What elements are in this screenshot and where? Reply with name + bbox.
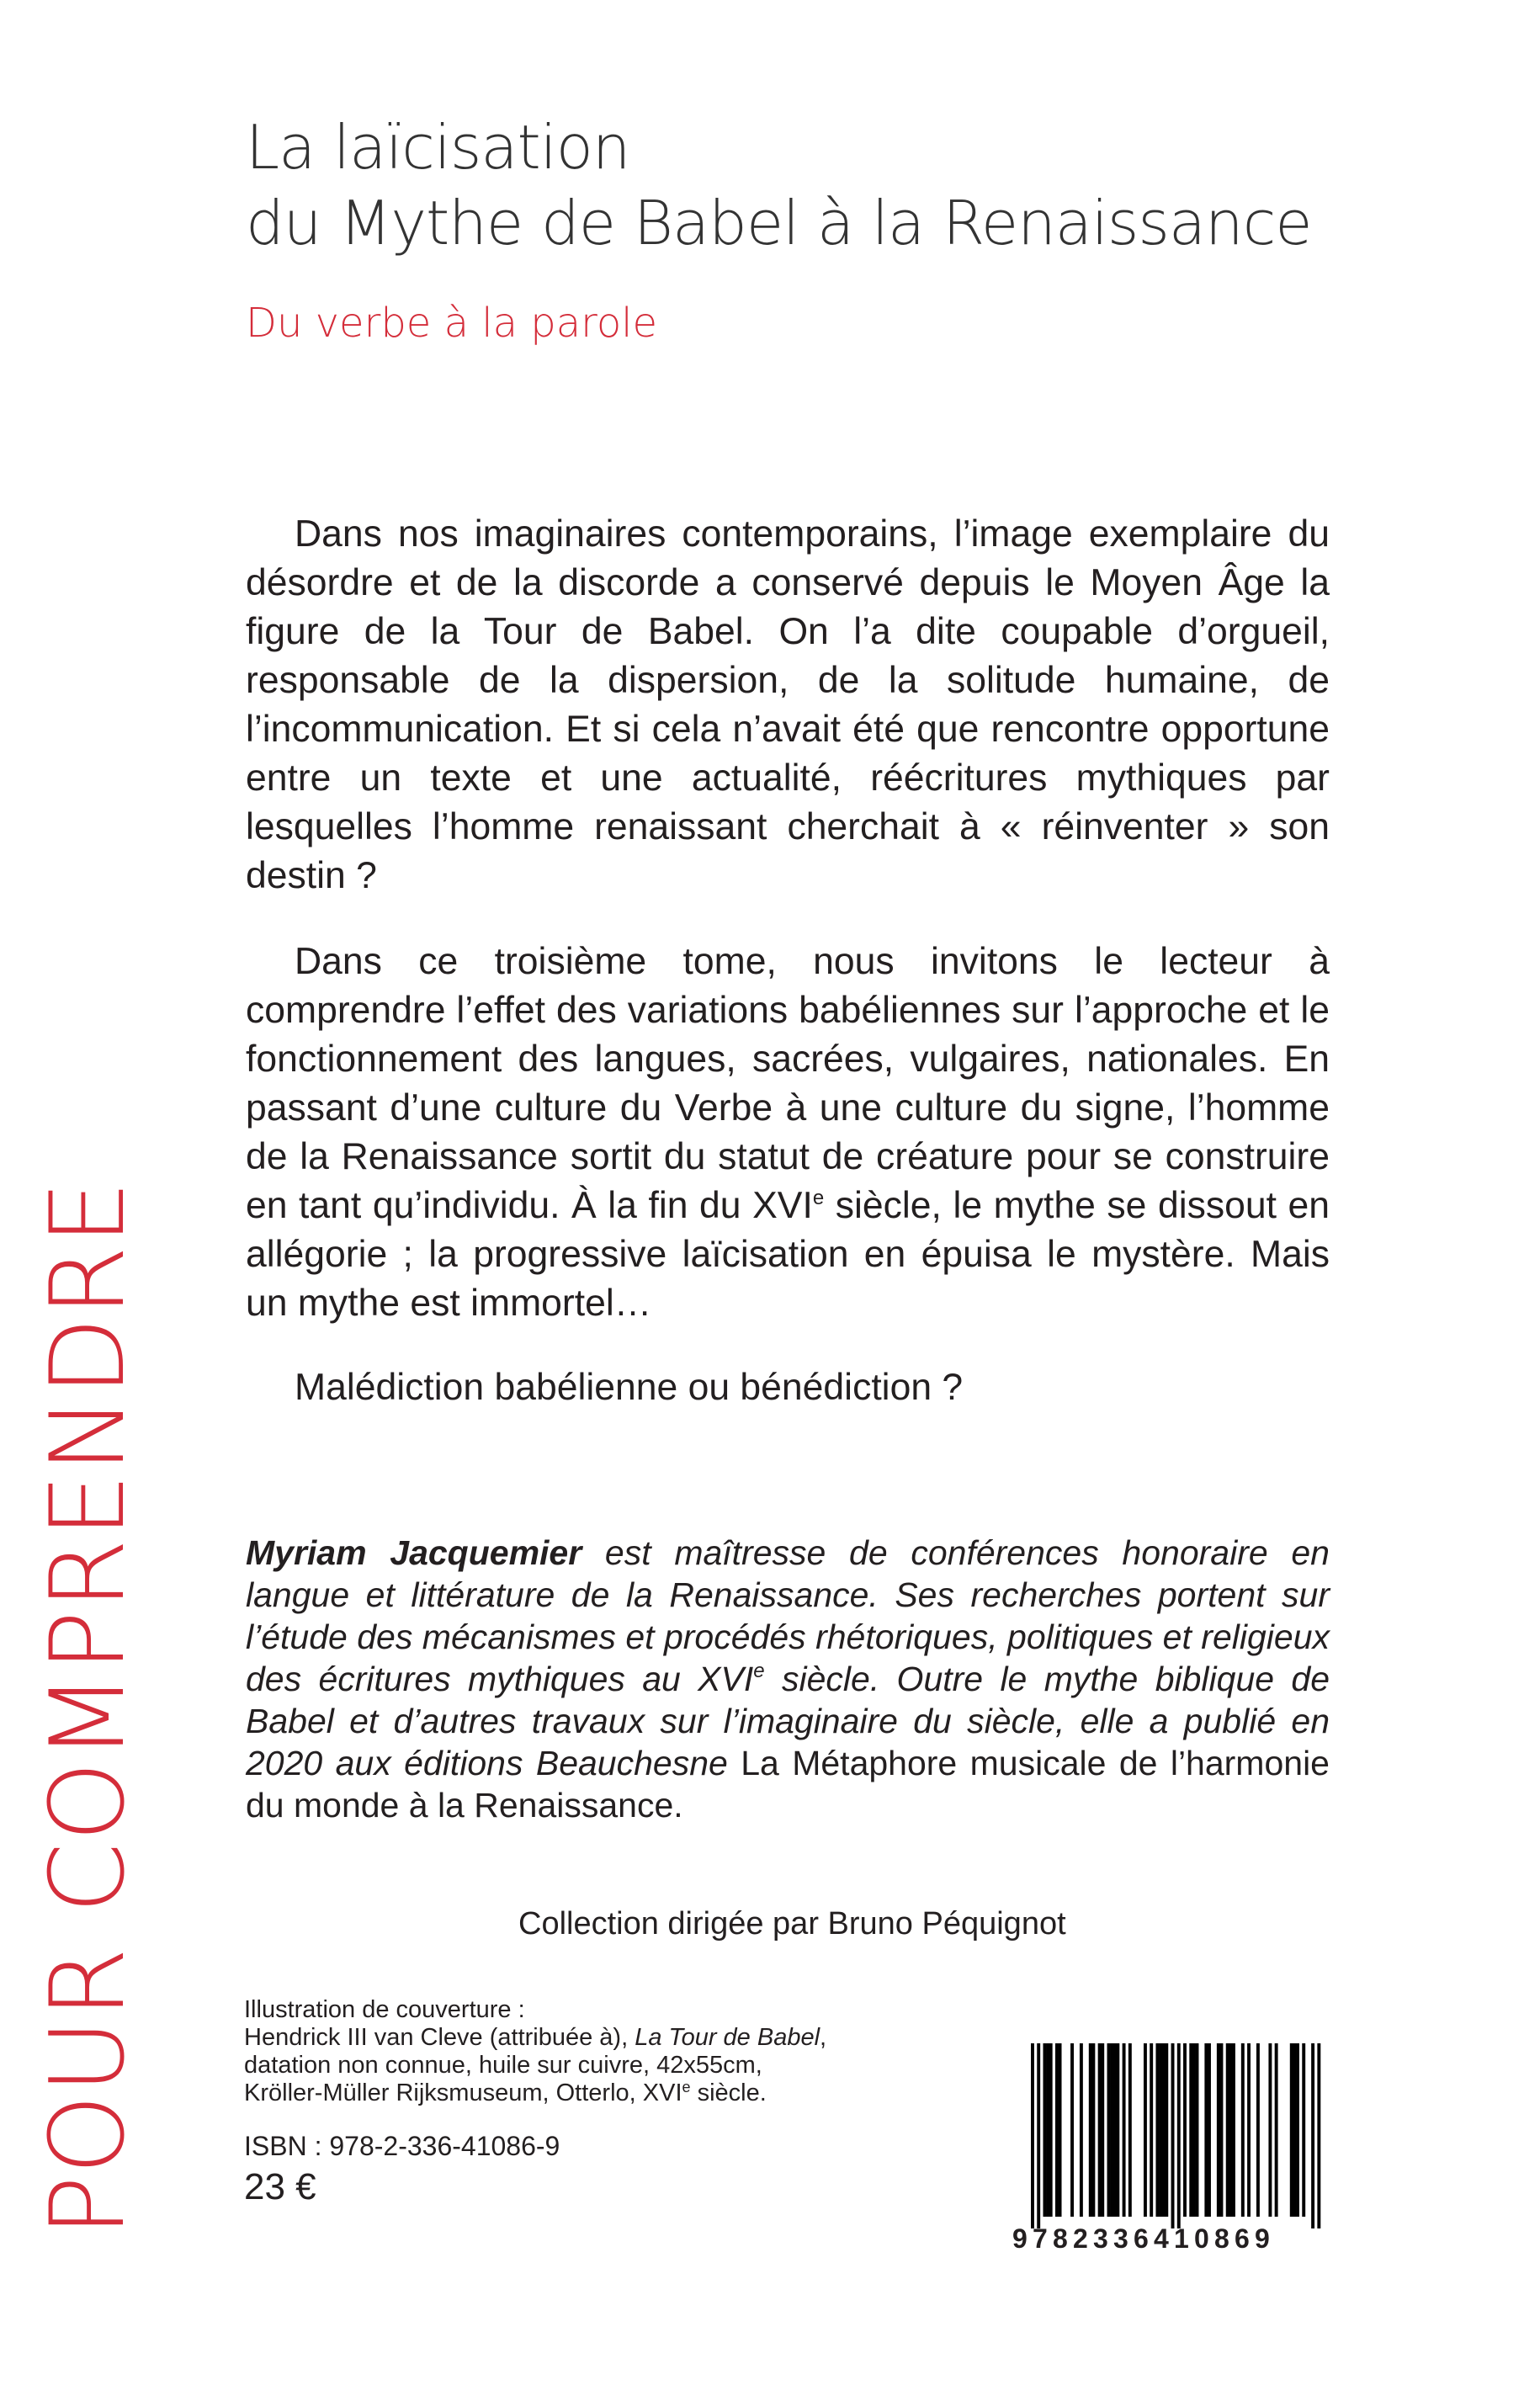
credit-artist: Hendrick III van Cleve (attribuée à), xyxy=(244,2024,635,2051)
book-title-line-2: du Mythe de Babel à la Renaissance xyxy=(246,188,1312,258)
summary-paragraph-2-text-b: siècle, le mythe se dissout en allégorie ; la progressive laïcisation en épuisa le mystère. Mais un mythe est immortel… xyxy=(246,1185,1330,1324)
barcode-bar xyxy=(1232,2043,1235,2217)
book-title xyxy=(246,109,1340,261)
barcode-bar xyxy=(1031,2043,1034,2228)
barcode-bar xyxy=(1275,2043,1278,2217)
series-name-vertical xyxy=(29,1017,147,2237)
barcode-bar xyxy=(1183,2043,1187,2217)
barcode-digits: 9782336410869 xyxy=(1012,2223,1275,2254)
barcode-bar xyxy=(1268,2043,1272,2217)
summary-paragraph-3: Malédiction babélienne ou bénédiction ? xyxy=(295,1367,964,1408)
author-book-title: La Métaphore musicale de l’harmonie du monde à la Renaissance. xyxy=(246,1744,1330,1825)
barcode-bar xyxy=(1189,2043,1192,2217)
barcode-bar xyxy=(1128,2043,1132,2217)
credit-line-1: Illustration de couverture : xyxy=(244,1996,525,2023)
barcode-bar xyxy=(1229,2043,1232,2217)
barcode-bar xyxy=(1107,2043,1111,2217)
barcode-bar xyxy=(1217,2043,1220,2217)
barcode-bar xyxy=(1220,2043,1224,2217)
barcode-bar xyxy=(1043,2043,1046,2217)
author-bio xyxy=(246,1532,1330,1826)
barcode-bar xyxy=(1123,2043,1126,2217)
barcode-bar xyxy=(1317,2043,1320,2228)
author-bio-text-a: est maîtresse de conférences honoraire en langue et littérature de la Renaissance. Ses recherches portent sur l’étude des mécanismes et procédés rhétoriques, politiques et religieux des écritures mythiques au XVI xyxy=(246,1533,1330,1698)
barcode-bar xyxy=(1055,2043,1059,2217)
collection-director: Collection dirigée par Bruno Péquignot xyxy=(518,1906,1066,1941)
barcode-bar xyxy=(1116,2043,1119,2217)
barcode-bar xyxy=(1247,2043,1251,2217)
barcode-bar xyxy=(1080,2043,1083,2217)
series-name: POUR COMPRENDRE xyxy=(29,1179,147,2237)
superscript-e: e xyxy=(682,2079,691,2096)
barcode-bar xyxy=(1192,2043,1196,2217)
barcode-bar xyxy=(1155,2043,1159,2217)
barcode-bar xyxy=(1290,2043,1293,2217)
book-title-line-1: La laïcisation xyxy=(246,112,630,183)
isbn: ISBN : 978-2-336-41086-9 xyxy=(244,2131,560,2161)
barcode-bar xyxy=(1098,2043,1102,2217)
barcode-bar xyxy=(1089,2043,1092,2217)
author-bio-text-b: siècle. Outre le mythe biblique de Babel et d’autres travaux sur l’imaginaire du siècle, elle a publié en 2020 aux éditions Beauchesne xyxy=(246,1660,1330,1782)
book-subtitle: Du verbe à la parole xyxy=(246,300,658,347)
price: 23 € xyxy=(244,2166,316,2207)
barcode-bar xyxy=(1296,2043,1299,2217)
credit-museum: Kröller-Müller Rijksmuseum, Otterlo, XVI xyxy=(244,2080,682,2106)
barcode-bar xyxy=(1144,2043,1147,2217)
barcode-bar xyxy=(1177,2043,1181,2228)
barcode-bar xyxy=(1037,2043,1040,2228)
barcode-bar xyxy=(1165,2043,1168,2217)
barcode xyxy=(1012,2043,1324,2262)
barcode-bar xyxy=(1204,2043,1208,2217)
credit-comma: , xyxy=(820,2024,827,2051)
barcode-bars xyxy=(1012,2043,1324,2228)
barcode-bar xyxy=(1196,2043,1199,2217)
barcode-bar xyxy=(1293,2043,1296,2217)
author-name: Myriam Jacquemier xyxy=(246,1533,582,1572)
barcode-bar xyxy=(1241,2043,1245,2217)
barcode-bar xyxy=(1150,2043,1153,2217)
credit-line-2 xyxy=(244,2024,900,2052)
barcode-bar xyxy=(1171,2043,1175,2228)
cover-illustration-credit xyxy=(244,1996,900,2107)
superscript-e: e xyxy=(812,1187,825,1209)
credit-line-3: datation non connue, huile sur cuivre, 42x55cm, xyxy=(244,2052,762,2079)
barcode-bar xyxy=(1162,2043,1166,2217)
barcode-bar xyxy=(1046,2043,1049,2217)
barcode-bar xyxy=(1208,2043,1211,2217)
barcode-bar xyxy=(1070,2043,1074,2217)
barcode-bar xyxy=(1091,2043,1095,2217)
superscript-e: e xyxy=(753,1660,765,1682)
barcode-bar xyxy=(1256,2043,1260,2217)
barcode-bar xyxy=(1110,2043,1113,2217)
barcode-bar xyxy=(1311,2043,1314,2228)
summary-paragraph-1: Dans nos imaginaires contemporains, l’image exemplaire du désordre et de la discorde a conservé depuis le Moyen Âge la figure de la Tour de Babel. On l’a dite coupable d’orgueil, responsable de la dispersion, de la solitude humaine, de l’incommunication. Et si cela n’avait été que rencontre opportune entre un texte et une actualité, réécritures mythiques par lesquelles l’homme renaissant cherchait à « réinventer » son destin ? xyxy=(246,513,1330,896)
barcode-bar xyxy=(1059,2043,1062,2217)
summary-paragraph-2-text-a: Dans ce troisième tome, nous invitons le lecteur à comprendre l’effet des variations babéliennes sur l’approche et le fonctionnement des langues, sacrées, vulgaires, nationales. En passant d’une culture du Verbe à une culture du signe, l’homme de la Renaissance sortit du statut de créature pour se construire en tant qu’individu. À la fin du XVI xyxy=(246,941,1330,1226)
barcode-bar xyxy=(1101,2043,1104,2217)
summary-paragraph-2 xyxy=(246,938,1330,1328)
barcode-bar xyxy=(1049,2043,1053,2217)
credit-artwork-title: La Tour de Babel xyxy=(635,2024,820,2051)
credit-century: siècle. xyxy=(690,2080,767,2106)
barcode-bar xyxy=(1226,2043,1229,2217)
barcode-bar xyxy=(1302,2043,1305,2217)
credit-line-4 xyxy=(244,2080,900,2107)
barcode-bar xyxy=(1113,2043,1117,2217)
barcode-bar xyxy=(1159,2043,1162,2217)
